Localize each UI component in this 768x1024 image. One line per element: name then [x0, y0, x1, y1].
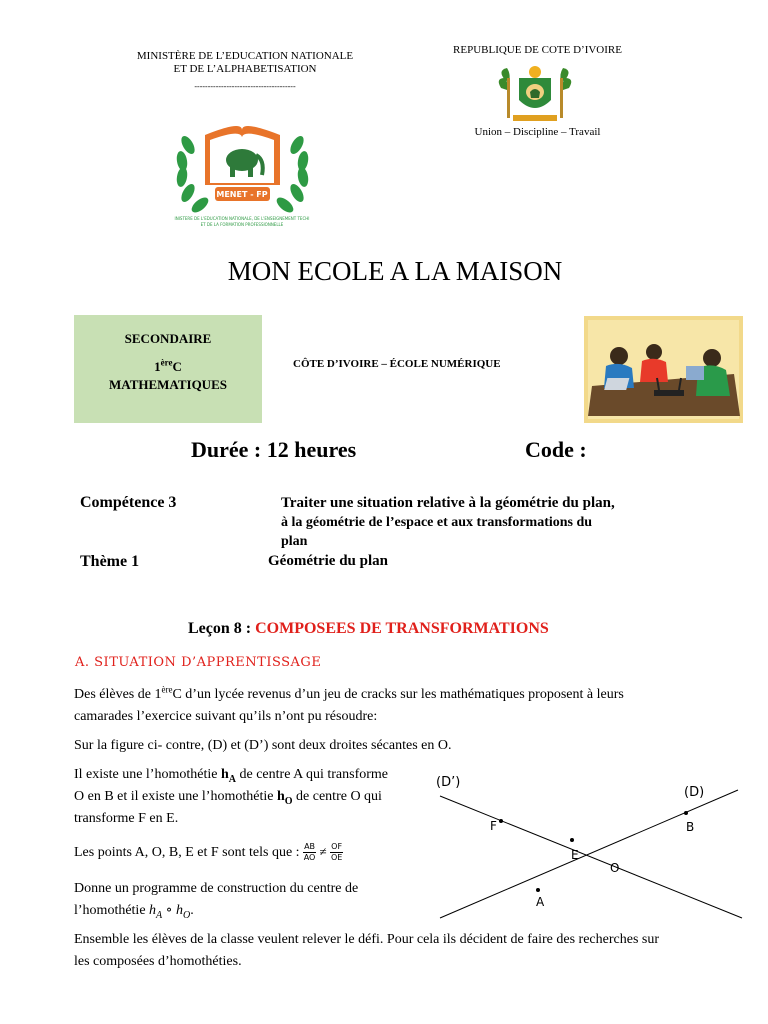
competence-text-line-1: Traiter une situation relative à la géométrie du plan,: [281, 495, 615, 511]
label-f: F: [490, 819, 497, 833]
competence-label: Compétence 3: [80, 494, 177, 511]
point-f: [499, 819, 503, 823]
duration: Durée : 12 heures: [191, 437, 357, 462]
students-illustration: [584, 316, 743, 423]
coat-of-arms: [495, 60, 575, 125]
code-label: Code :: [525, 437, 587, 462]
menet-logo-sub-1: INISTERE DE L'EDUCATION NATIONALE, DE L'ENSEIGNEMENT TECHI: [174, 216, 310, 221]
competence-text-line-2: à la géométrie de l’espace et aux transformations du: [281, 515, 593, 530]
lesson-title: COMPOSEES DE TRANSFORMATIONS: [255, 620, 549, 637]
motto: Union – Discipline – Travail: [474, 126, 601, 138]
republic-label: REPUBLIQUE DE COTE D’IVOIRE: [453, 44, 622, 56]
paragraph-1: Des élèves de 1èreC d’un lycée revenus d’un jeu de cracks sur les mathématiques proposent à leurs camarades l’exercice suivant qu’ils n’ont pu résoudre:: [74, 684, 624, 724]
menet-logo-sub-2: ET DE LA FORMATION PROFESSIONNELLE: [200, 222, 284, 227]
level-box: [74, 315, 262, 423]
ministry-line-1: MINISTÈRE DE L’EDUCATION NATIONALE: [136, 50, 354, 62]
school-line: CÔTE D’IVOIRE – ÉCOLE NUMÉRIQUE: [293, 358, 501, 370]
level-label: SECONDAIRE: [124, 331, 212, 346]
fraction-of-oe: $\frac{OF}{OE}$: [330, 842, 343, 863]
point-a: [536, 888, 540, 892]
theme-text: Géométrie du plan: [268, 553, 388, 569]
competence-text: [281, 494, 711, 551]
class-label: 1èreC: [154, 357, 182, 374]
label-a: A: [536, 895, 545, 909]
paragraph-2: Sur la figure ci- contre, (D) et (D’) sont deux droites sécantes en O.: [74, 738, 452, 753]
lesson-heading: [188, 620, 549, 638]
label-o: O: [610, 861, 620, 875]
fraction-ab-ao: $\frac{AB}{AO}$: [303, 842, 316, 863]
section-a-heading: A. SITUATION D’APPRENTISSAGE: [75, 655, 322, 670]
menet-logo: [170, 105, 315, 235]
paragraph-5: Donne un programme de construction du centre de l’homothétie $h_A$ ∘ $h_O$.: [74, 881, 359, 921]
label-b: B: [686, 820, 695, 834]
ministry-line-2: ET DE L’ALPHABETISATION: [173, 63, 317, 75]
theme-label: Thème 1: [80, 553, 140, 570]
menet-logo-text: MENET - FP: [216, 190, 268, 199]
label-d-prime: (D’): [436, 775, 461, 790]
lesson-prefix: Leçon 8 :: [188, 620, 256, 637]
subject-label: MATHEMATIQUES: [109, 377, 227, 392]
page-title: MON ECOLE A LA MAISON: [227, 256, 563, 286]
point-e: [570, 838, 574, 842]
ministry-dashes: --------------------------------------: [194, 82, 296, 91]
competence-text-line-3: plan: [281, 534, 308, 549]
line-d-prime: [440, 796, 742, 918]
label-d: (D): [684, 785, 705, 800]
paragraph-6: Ensemble les élèves de la classe veulent relever le défi. Pour cela ils décident de faire des recherches sur les composées d’homothéties.: [74, 932, 660, 969]
geometry-figure: [430, 768, 750, 928]
ministry-header: [100, 50, 390, 93]
paragraph-4: Les points A, O, B, E et F sont tels que : $\frac{AB}{AO}$ ≠ $\frac{OF}{OE}$: [74, 842, 343, 863]
label-e: E: [571, 848, 579, 862]
paragraph-3: Il existe une l’homothétie $h_A$ de centre A qui transforme O en B et il existe une l’homothétie $h_O$ de centre O qui transforme F en E.: [74, 767, 389, 826]
point-b: [684, 811, 688, 815]
